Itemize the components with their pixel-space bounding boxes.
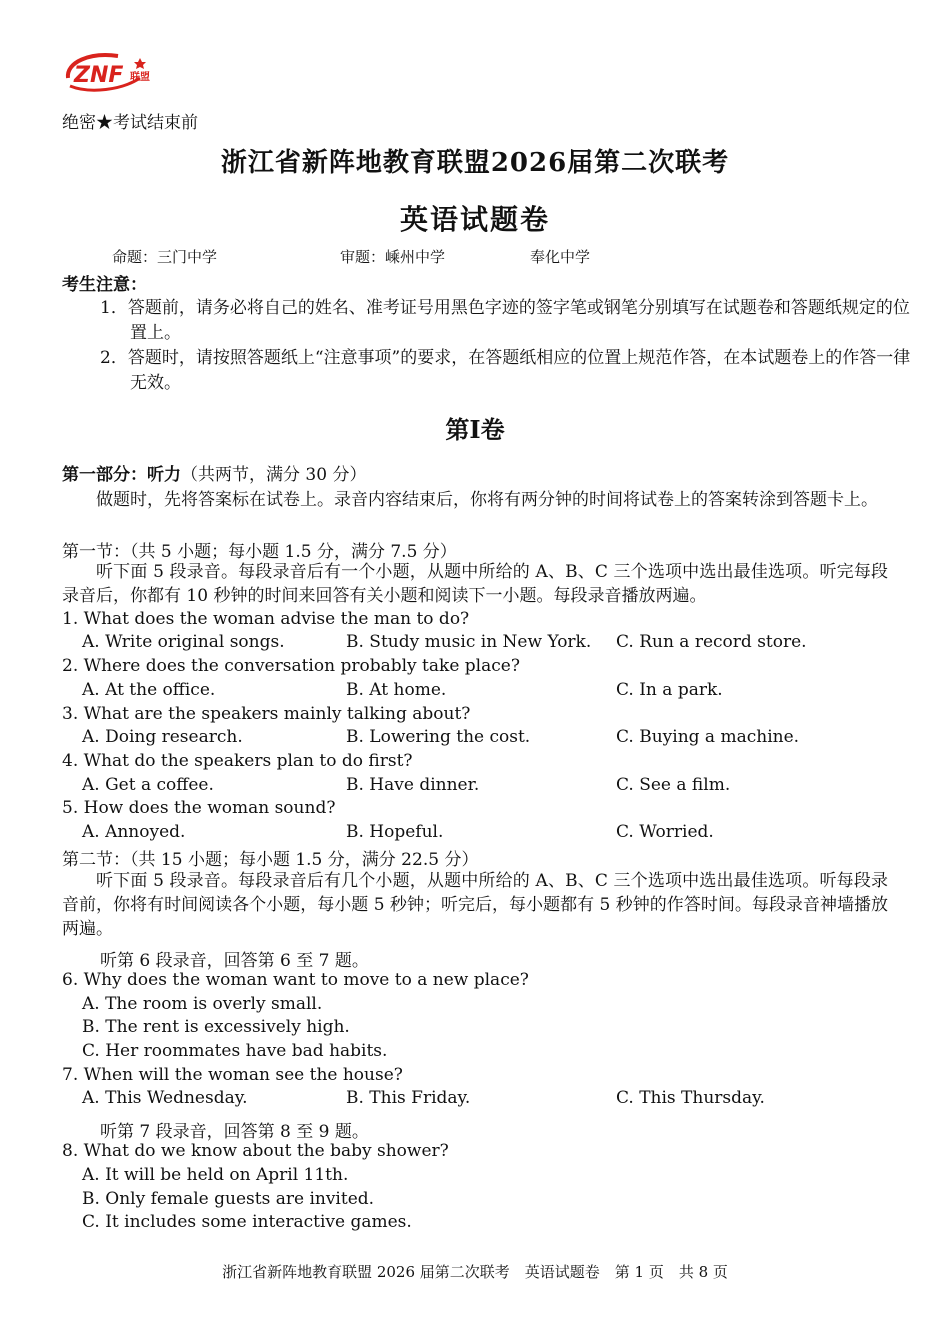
svg-text:ZNF: ZNF <box>74 63 124 88</box>
option-c: C. Worried. <box>616 822 714 842</box>
section2-heading: 第二节：（共 15 小题；每小题 1.5 分，满分 22.5 分） <box>62 850 479 870</box>
notice-heading: 考生注意： <box>62 275 147 295</box>
option-b: B. Have dinner. <box>346 775 480 795</box>
part1-heading-bold: 第一部分：听力 <box>62 465 181 485</box>
option-c: C. See a film. <box>616 775 731 795</box>
listen-instruction: 听第 7 段录音，回答第 8 至 9 题。 <box>100 1122 369 1142</box>
option-a: A. The room is overly small. <box>82 994 323 1014</box>
option-c: C. Her roommates have bad habits. <box>82 1041 388 1061</box>
option-c: C. This Thursday. <box>616 1088 765 1108</box>
option-b: B. Hopeful. <box>346 822 444 842</box>
section2-intro: 听下面 5 段录音。每段录音后有几个小题，从题中所给的 A、B、C 三个选项中选出最佳选项。听每段录音前，你将有时间阅读各个小题，每小题 5 秒钟；听完后，每小题都有 5 秒钟的作答时间。每段录音神墙播放两遍。 <box>62 871 888 939</box>
option-a: A. Doing research. <box>82 727 243 747</box>
question-stem: 7. When will the woman see the house? <box>62 1065 403 1085</box>
part1-heading <box>62 460 366 485</box>
option-c: C. It includes some interactive games. <box>82 1212 412 1232</box>
question-stem: 2. Where does the conversation probably take place? <box>62 656 520 676</box>
notice-item: 1．答题前，请务必将自己的姓名、准考证号用黑色字迹的签字笔或钢笔分别填写在试题卷和答题纸规定的位置上。 <box>100 298 910 343</box>
proposer-label: 命题：三门中学 <box>112 248 218 266</box>
exam-subtitle: 英语试题卷 <box>399 203 550 236</box>
notice-item: 2．答题时，请按照答题纸上“注意事项”的要求，在答题纸相应的位置上规范作答，在本试题卷上的作答一律无效。 <box>100 348 911 393</box>
option-c: C. Buying a machine. <box>616 727 800 747</box>
option-c: C. Run a record store. <box>616 632 807 652</box>
option-a: A. Get a coffee. <box>82 775 214 795</box>
option-b: B. Study music in New York. <box>346 632 592 652</box>
volume-title: 第Ⅰ卷 <box>445 415 505 444</box>
alliance-logo <box>60 48 156 100</box>
option-b: B. This Friday. <box>346 1088 471 1108</box>
option-b: B. Only female guests are invited. <box>82 1189 375 1209</box>
part1-intro: 做题时，先将答案标在试卷上。录音内容结束后，你将有两分钟的时间将试卷上的答案转涂到答题卡上。 <box>96 490 878 510</box>
part1-heading-rest: （共两节，满分 30 分） <box>181 465 367 485</box>
option-a: A. At the office. <box>82 680 216 700</box>
option-a: A. Annoyed. <box>82 822 186 842</box>
section1-intro: 听下面 5 段录音。每段录音后有一个小题，从题中所给的 A、B、C 三个选项中选出最佳选项。听完每段录音后，你都有 10 秒钟的时间来回答有关小题和阅读下一小题。每段录音播放两遍。 <box>62 562 888 606</box>
question-stem: 8. What do we know about the baby shower? <box>62 1141 449 1161</box>
question-stem: 3. What are the speakers mainly talking about? <box>62 704 471 724</box>
option-a: A. It will be held on April 11th. <box>82 1165 349 1185</box>
option-a: A. This Wednesday. <box>82 1088 248 1108</box>
question-stem: 4. What do the speakers plan to do first? <box>62 751 413 771</box>
option-a: A. Write original songs. <box>82 632 285 652</box>
reviewer2-label: 奉化中学 <box>530 248 591 266</box>
exam-title: 浙江省新阵地教育联盟2026届第二次联考 <box>220 148 730 178</box>
question-stem: 6. Why does the woman want to move to a new place? <box>62 970 529 990</box>
section1-heading: 第一节：（共 5 小题；每小题 1.5 分，满分 7.5 分） <box>62 542 457 562</box>
listen-instruction: 听第 6 段录音，回答第 6 至 7 题。 <box>100 951 369 971</box>
page-footer: 浙江省新阵地教育联盟 2026 届第二次联考 英语试题卷 第 1 页 共 8 页 <box>222 1263 728 1281</box>
option-b: B. The rent is excessively high. <box>82 1017 350 1037</box>
option-b: B. Lowering the cost. <box>346 727 531 747</box>
svg-text:联盟: 联盟 <box>130 72 150 83</box>
option-b: B. At home. <box>346 680 447 700</box>
secret-label: 绝密★考试结束前 <box>62 113 198 133</box>
option-c: C. In a park. <box>616 680 723 700</box>
reviewer-label: 审题：嵊州中学 <box>340 248 446 266</box>
question-stem: 5. How does the woman sound? <box>62 798 336 818</box>
question-stem: 1. What does the woman advise the man to do? <box>62 609 470 629</box>
